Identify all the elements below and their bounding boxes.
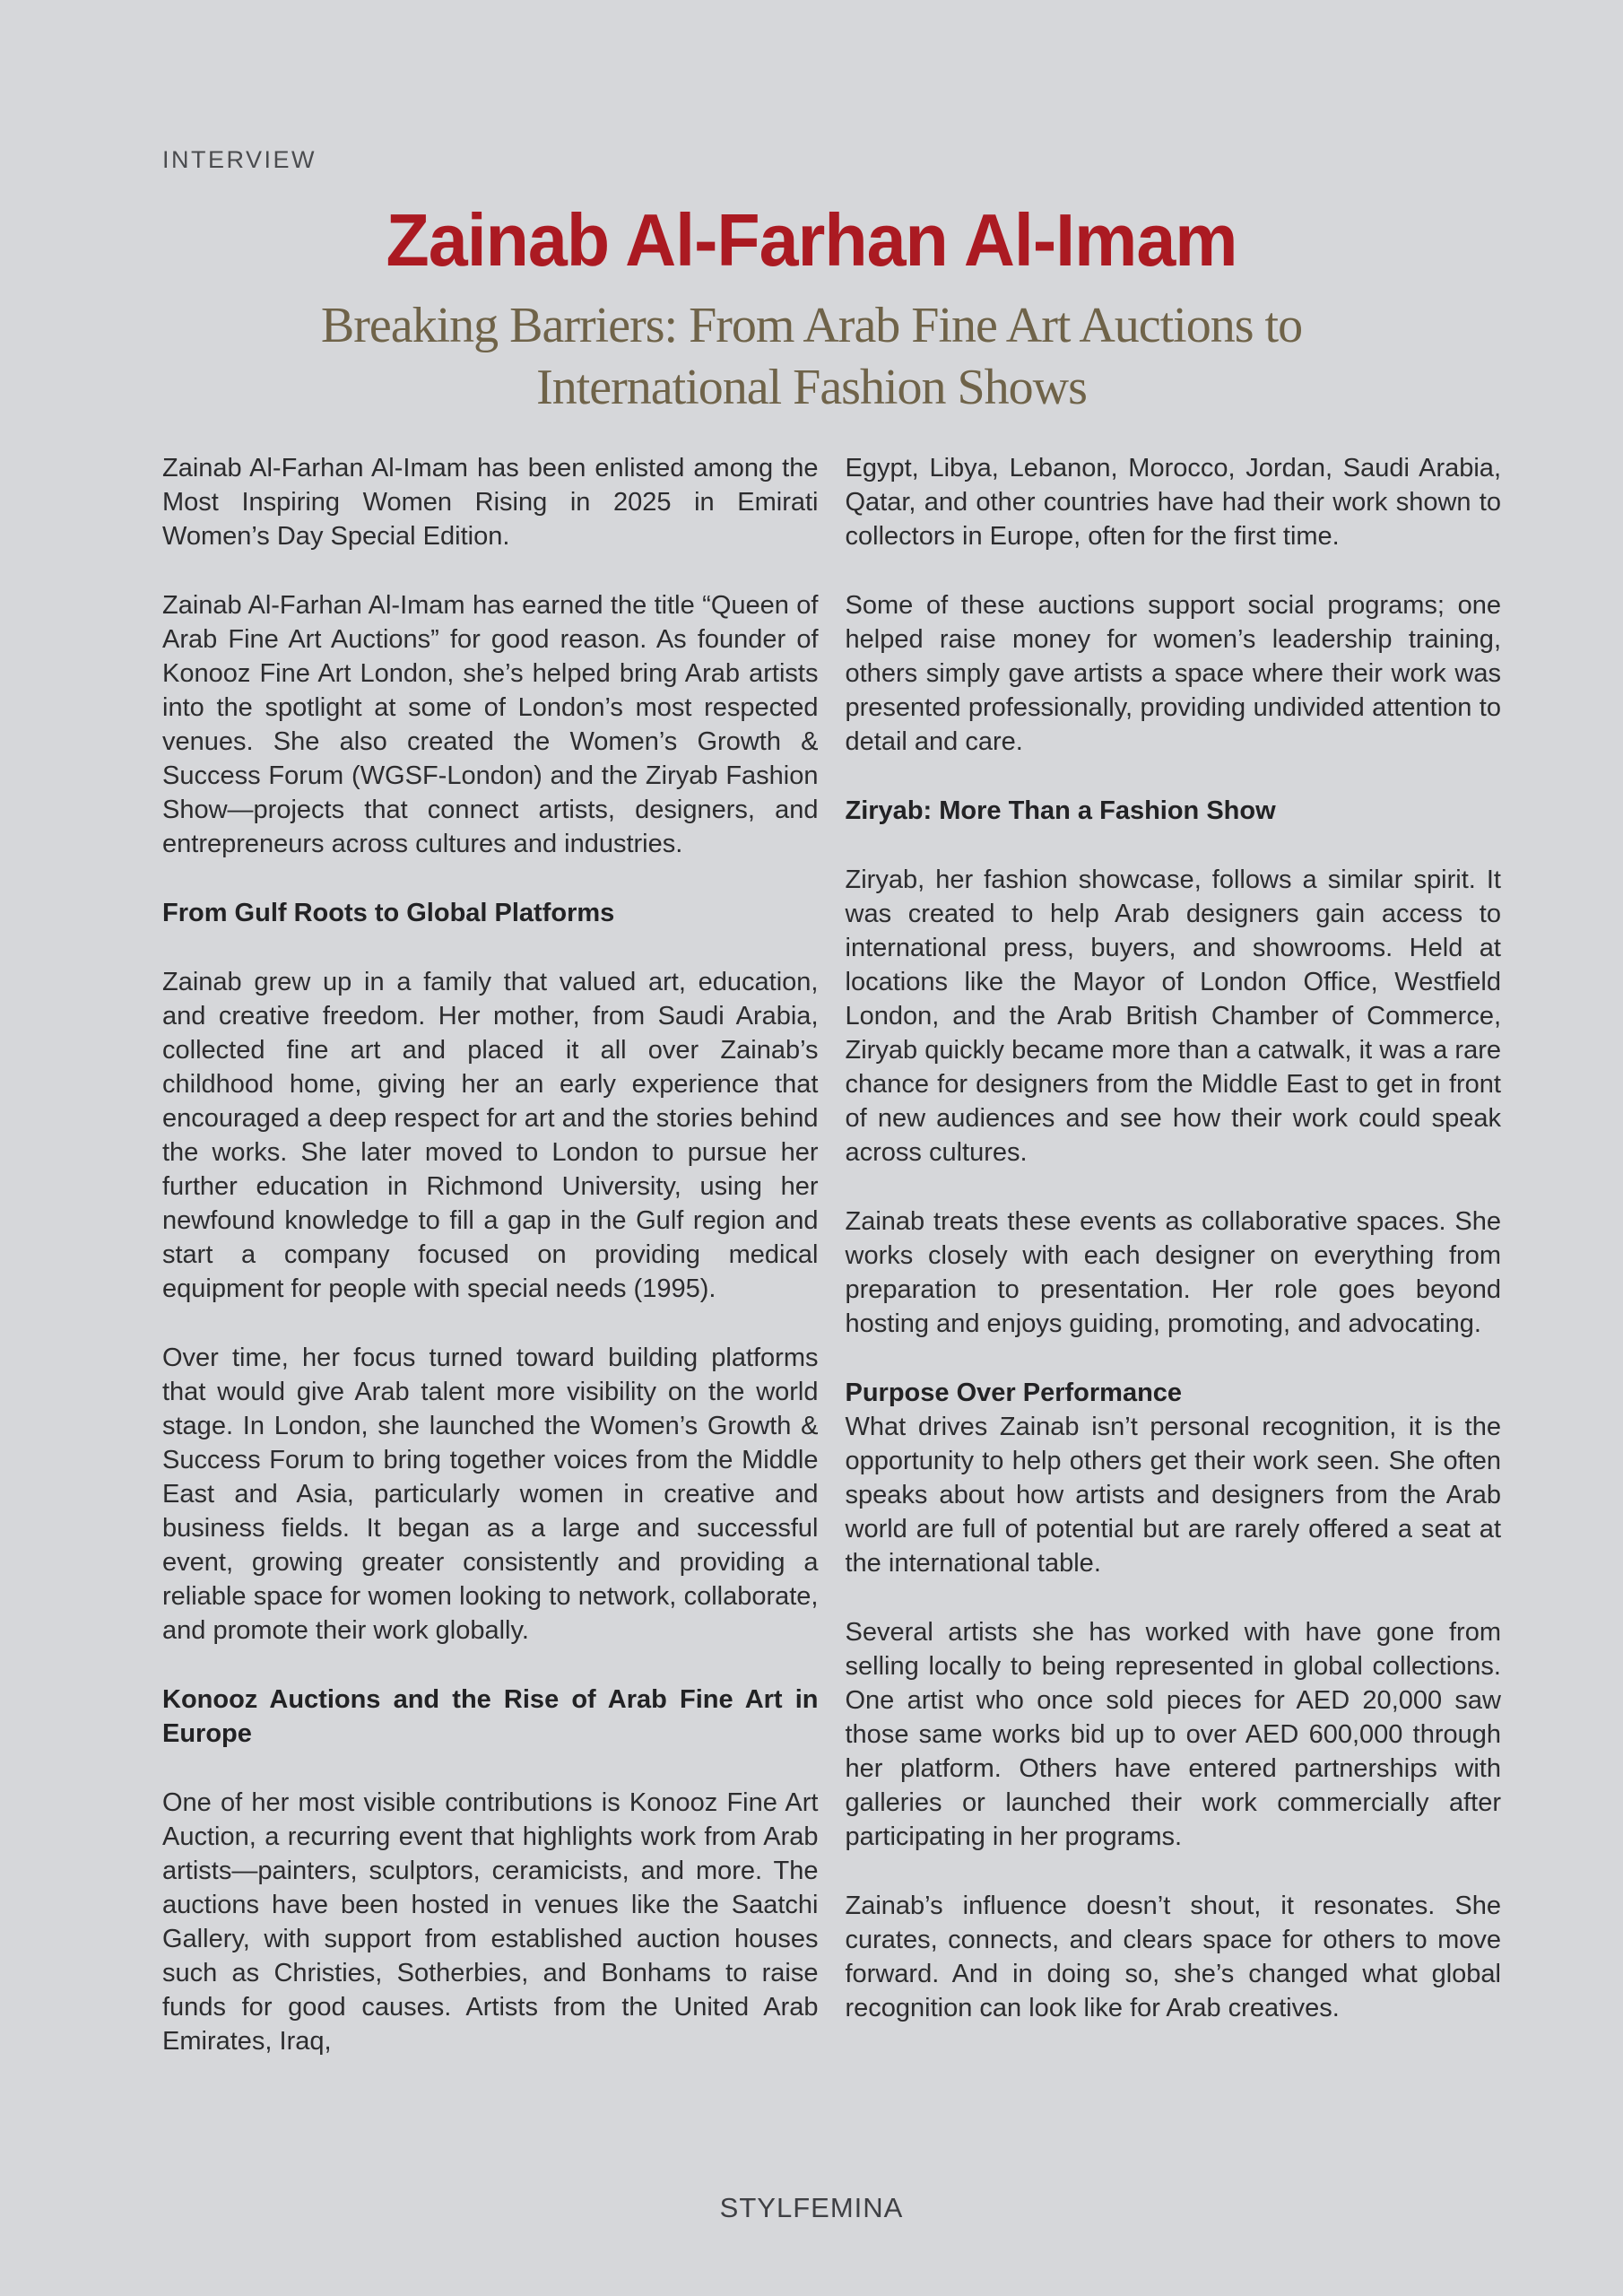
section-heading: From Gulf Roots to Global Platforms [162, 898, 615, 927]
paragraph: Zainab grew up in a family that valued art, education, and creative freedom. Her mother, from Saudi Arabia, collected fine art and placed it all over Zainab’s childhood home, giving her an early experience that encouraged a deep respect for art and the stories behind the works. She later moved to London to pursue her further education in Richmond University, using her newfound knowledge to fill a gap in the Gulf region and start a company focused on providing medical equipment for people with special needs (1995). [162, 967, 819, 1303]
subtitle-line-2: International Fashion Shows [536, 359, 1087, 415]
paragraph: Zainab Al-Farhan Al-Imam has been enlisted among the Most Inspiring Women Rising in 2025 in Emirati Women’s Day Special Edition. [162, 453, 819, 551]
paragraph: Some of these auctions support social programs; one helped raise money for women’s leadership training, others simply gave artists a space where their work was presented professionally, providing undivided attention to detail and care. [845, 590, 1501, 756]
left-column [162, 451, 819, 2093]
page-title: Zainab Al-Farhan Al-Imam [386, 198, 1237, 282]
paragraph: Over time, her focus turned toward building platforms that would give Arab talent more visibility on the world stage. In London, she launched the Women’s Growth & Success Forum to bring together voices from the Middle East and Asia, particularly women in creative and business fields. It began as a large and successful event, growing greater consistently and providing a reliable space for women looking to network, collaborate, and promote their work globally. [162, 1343, 819, 1645]
section-heading: Ziryab: More Than a Fashion Show [845, 796, 1276, 825]
article-body [162, 451, 1501, 2093]
article-header [0, 0, 1623, 419]
paragraph: Egypt, Libya, Lebanon, Morocco, Jordan, Saudi Arabia, Qatar, and other countries have had their work shown to collectors in Europe, often for the first time. [845, 453, 1501, 551]
subtitle-line-1: Breaking Barriers: From Arab Fine Art Auctions to [320, 298, 1303, 353]
paragraph: What drives Zainab isn’t personal recognition, it is the opportunity to help others get their work seen. She often speaks about how artists and designers from the Arab world are full of potential but are rarely offered a seat at the international table. [845, 1412, 1501, 1578]
section-heading: Konooz Auctions and the Rise of Arab Fine Art in Europe [162, 1684, 819, 1748]
paragraph: Several artists she has worked with have gone from selling locally to being represented in global collections. One artist who once sold pieces for AED 20,000 saw those same works bid up to over AED 600,000 through her platform. Others have entered partnerships with galleries or launched their work commercially after participating in her programs. [845, 1617, 1501, 1851]
section-heading: Purpose Over Performance [845, 1378, 1183, 1407]
kicker-label: INTERVIEW [162, 146, 317, 173]
paragraph: One of her most visible contributions is Konooz Fine Art Auction, a recurring event that highlights work from Arab artists—painters, sculptors, ceramicists, and more. The auctions have been hosted in venues like the Saatchi Gallery, with support from established auction houses such as Christies, Sotherbies, and Bonhams to raise funds for good causes. Artists from the United Arab Emirates, Iraq, [162, 1787, 819, 2056]
right-column [846, 451, 1502, 2093]
article-subtitle [184, 295, 1439, 419]
paragraph: Zainab treats these events as collaborative spaces. She works closely with each designer on everything from preparation to presentation. Her role goes beyond hosting and enjoys guiding, promoting, and advocating. [845, 1206, 1501, 1338]
paragraph: Zainab Al-Farhan Al-Imam has earned the title “Queen of Arab Fine Art Auctions” for good reason. As founder of Konooz Fine Art London, she’s helped bring Arab artists into the spotlight at some of London’s most respected venues. She also created the Women’s Growth & Success Forum (WGSF-London) and the Ziryab Fashion Show—projects that connect artists, designers, and entrepreneurs across cultures and industries. [162, 590, 819, 858]
footer-magazine-name: STYLFEMINA [719, 2192, 904, 2223]
paragraph: Ziryab, her fashion showcase, follows a similar spirit. It was created to help Arab designers gain access to international press, buyers, and showrooms. Held at locations like the Mayor of London Office, Westfield London, and the Arab British Chamber of Commerce, Ziryab quickly became more than a catwalk, it was a rare chance for designers from the Middle East to get in front of new audiences and see how their work could speak across cultures. [845, 865, 1501, 1167]
paragraph: Zainab’s influence doesn’t shout, it resonates. She curates, connects, and clears space for others to move forward. And in doing so, she’s changed what global recognition can look like for Arab creatives. [845, 1891, 1501, 2022]
